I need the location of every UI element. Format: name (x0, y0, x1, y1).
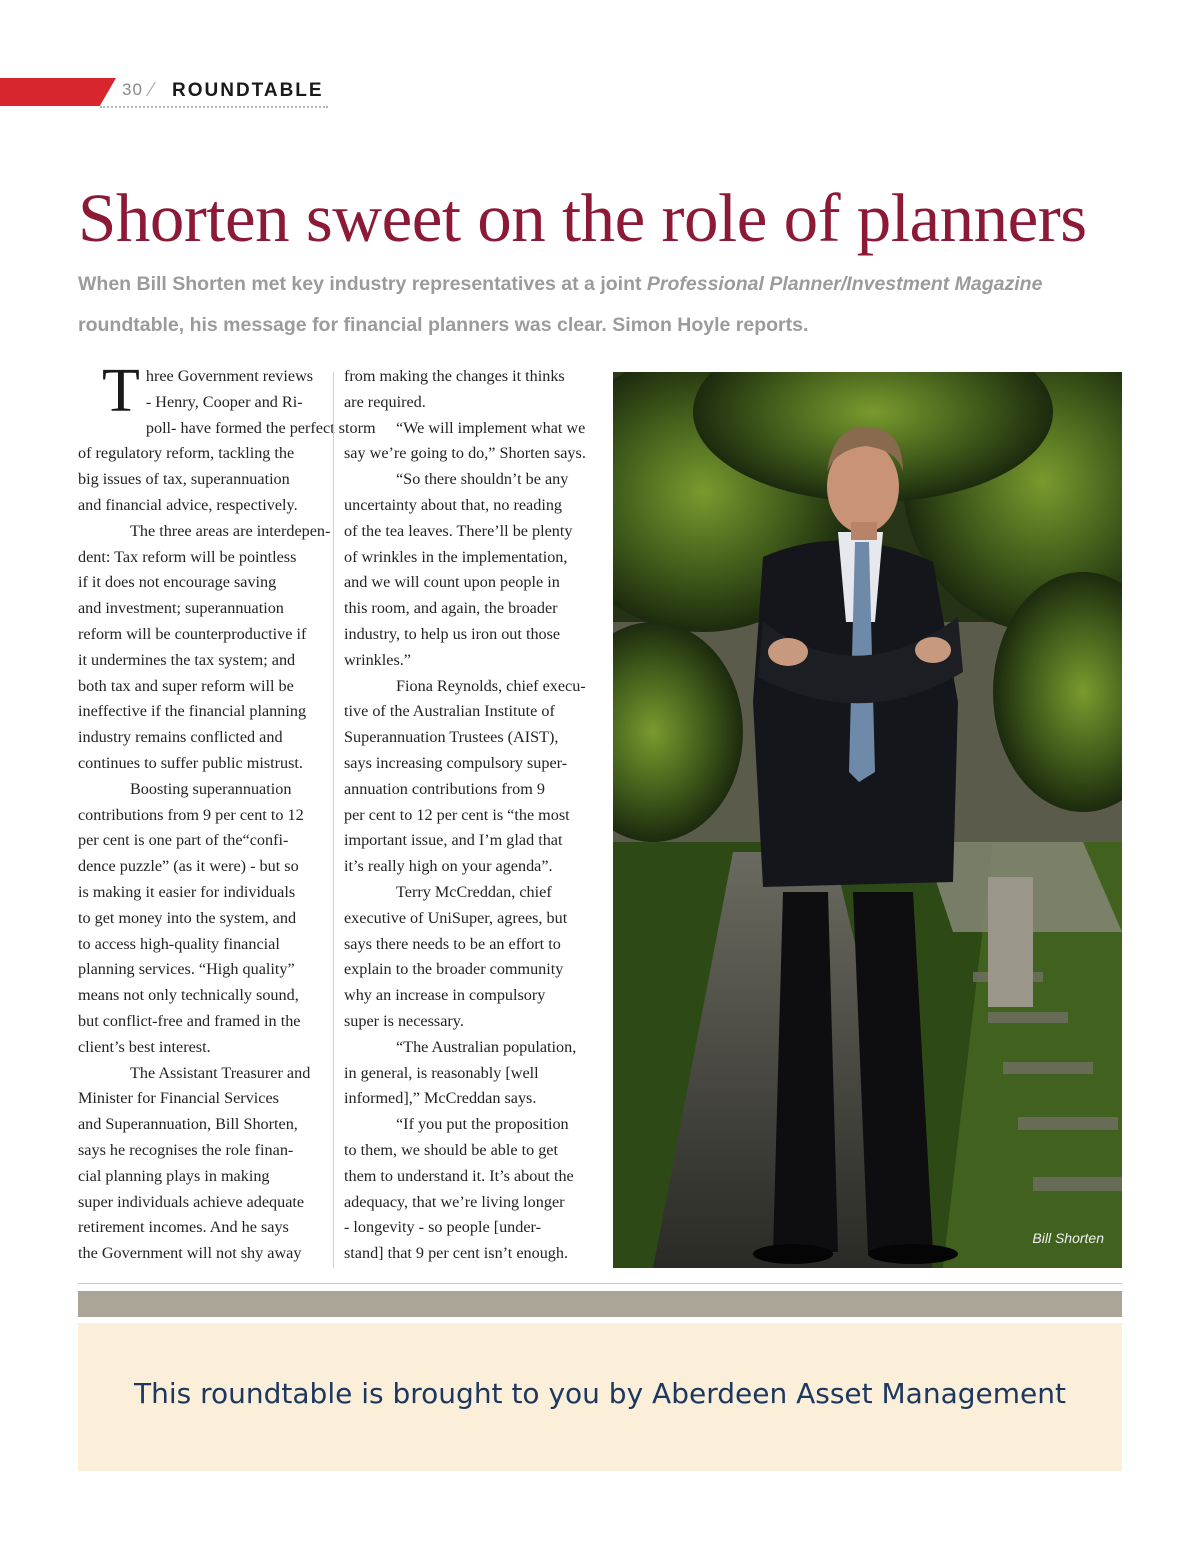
text-line: ineffective if the financial planning (78, 702, 307, 721)
text-line: - Henry, Cooper and Ri- (145, 392, 303, 411)
text-line: from making the changes it thinks (344, 367, 565, 385)
text-line: annuation contributions from 9 (344, 779, 545, 798)
text-line: per cent is one part of the“confi- (78, 831, 289, 850)
text-line: it undermines the tax system; and (78, 650, 296, 669)
text-line: of wrinkles in the implementation, (344, 547, 568, 566)
header-slash: ⁄ (150, 79, 154, 101)
text-line: wrinkles.” (344, 650, 411, 669)
section-label: ROUNDTABLE (172, 80, 324, 101)
text-line: explain to the broader community (344, 960, 564, 979)
footer-band (78, 1291, 1122, 1317)
section-color-tab (0, 78, 116, 106)
text-line: planning services. “High quality” (78, 960, 295, 979)
text-line: dent: Tax reform will be pointless (78, 547, 297, 566)
text-line: why an increase in compulsory (344, 986, 546, 1005)
text-line: executive of UniSuper, agrees, but (344, 908, 568, 927)
text-line: Minister for Financial Services (78, 1089, 279, 1108)
column-2-text (344, 364, 594, 1267)
text-line: to access high-quality financial (78, 934, 280, 953)
text-line: “If you put the proposition (396, 1115, 569, 1134)
text-line: hree Government reviews (145, 367, 314, 385)
body-column-2 (344, 364, 594, 1267)
text-line: both tax and super reform will be (78, 676, 294, 695)
article-standfirst (78, 264, 1098, 346)
page-number: 30 (122, 80, 143, 99)
text-line: to them, we should be able to get (344, 1140, 558, 1159)
article-headline: Shorten sweet on the role of planners (78, 180, 1087, 256)
text-line: super is necessary. (344, 1011, 464, 1030)
text-line: but conflict-free and framed in the (78, 1011, 301, 1030)
text-line: says there needs to be an effort to (344, 934, 561, 953)
drop-cap: T (102, 357, 140, 425)
text-line: says he recognises the role finan- (78, 1140, 294, 1159)
text-line: if it does not encourage saving (78, 573, 277, 592)
text-line: adequacy, that we’re living longer (344, 1192, 565, 1211)
text-line: means not only technically sound, (78, 986, 299, 1005)
text-line: uncertainty about that, no reading (344, 495, 563, 514)
column-1-text (78, 357, 376, 1267)
text-line: it’s really high on your agenda”. (344, 857, 553, 876)
body-column-1 (78, 357, 376, 1267)
text-line: says increasing compulsory super- (344, 753, 568, 772)
text-line: “We will implement what we (396, 418, 586, 437)
text-line: to get money into the system, and (78, 908, 297, 927)
standfirst-text-1: When Bill Shorten met key industry representatives at a joint (78, 273, 647, 295)
text-line: “The Australian population, (396, 1037, 577, 1056)
text-line: contributions from 9 per cent to 12 (78, 805, 304, 824)
header-dotted-rule (100, 106, 328, 108)
text-line: reform will be counterproductive if (78, 624, 307, 643)
sponsor-box (78, 1323, 1122, 1471)
text-line: super individuals achieve adequate (78, 1192, 305, 1211)
text-line: tive of the Australian Institute of (344, 702, 555, 721)
sponsor-text: This roundtable is brought to you by Aberdeen Asset Management (134, 1377, 1066, 1410)
text-line: say we’re going to do,” Shorten says. (344, 444, 586, 463)
text-line: The three areas are interdepen- (130, 521, 331, 540)
text-line: is making it easier for individuals (78, 882, 296, 901)
text-line: poll- have formed the perfect storm (145, 418, 376, 437)
photo-caption: Bill Shorten (1032, 1230, 1104, 1246)
text-line: The Assistant Treasurer and (130, 1063, 311, 1082)
text-line: Fiona Reynolds, chief execu- (396, 676, 586, 695)
text-line: client’s best interest. (78, 1037, 211, 1056)
text-line: of regulatory reform, tackling the (78, 444, 295, 463)
text-line: this room, and again, the broader (344, 599, 558, 618)
portrait-illustration (613, 372, 1122, 1268)
text-line: dence puzzle” (as it were) - but so (78, 857, 299, 876)
text-line: in general, is reasonably [well (344, 1063, 539, 1082)
standfirst-publications: Professional Planner/Investment Magazine (646, 273, 1043, 295)
text-line: - longevity - so people [under- (344, 1218, 542, 1237)
text-line: stand] that 9 per cent isn’t enough. (344, 1244, 569, 1263)
text-line: Boosting superannuation (130, 779, 292, 798)
text-line: continues to suffer public mistrust. (78, 753, 303, 772)
text-line: informed],” McCreddan says. (344, 1089, 537, 1108)
text-line: and we will count upon people in (344, 573, 560, 592)
text-line: them to understand it. It’s about the (344, 1166, 574, 1185)
text-line: retirement incomes. And he says (78, 1218, 289, 1237)
text-line: Superannuation Trustees (AIST), (344, 728, 559, 747)
text-line: industry, to help us iron out those (344, 624, 561, 643)
text-line: the Government will not shy away (78, 1244, 302, 1263)
text-line: “So there shouldn’t be any (396, 470, 569, 489)
text-line: and investment; superannuation (78, 599, 284, 618)
text-line: industry remains conflicted and (78, 728, 283, 747)
text-line: and Superannuation, Bill Shorten, (78, 1115, 298, 1134)
text-line: per cent to 12 per cent is “the most (344, 805, 570, 824)
standfirst-text-2: roundtable, his message for financial planners was clear. Simon Hoyle reports. (78, 314, 809, 336)
text-line: are required. (344, 392, 426, 411)
footer-rule (78, 1283, 1122, 1284)
text-line: important issue, and I’m glad that (344, 831, 563, 850)
text-line: cial planning plays in making (78, 1166, 270, 1185)
portrait-photo (613, 372, 1122, 1268)
text-line: Terry McCreddan, chief (396, 882, 552, 901)
column-divider (333, 372, 334, 1268)
text-line: of the tea leaves. There’ll be plenty (344, 521, 573, 540)
text-line: big issues of tax, superannuation (78, 470, 290, 489)
text-line: and financial advice, respectively. (78, 495, 298, 514)
